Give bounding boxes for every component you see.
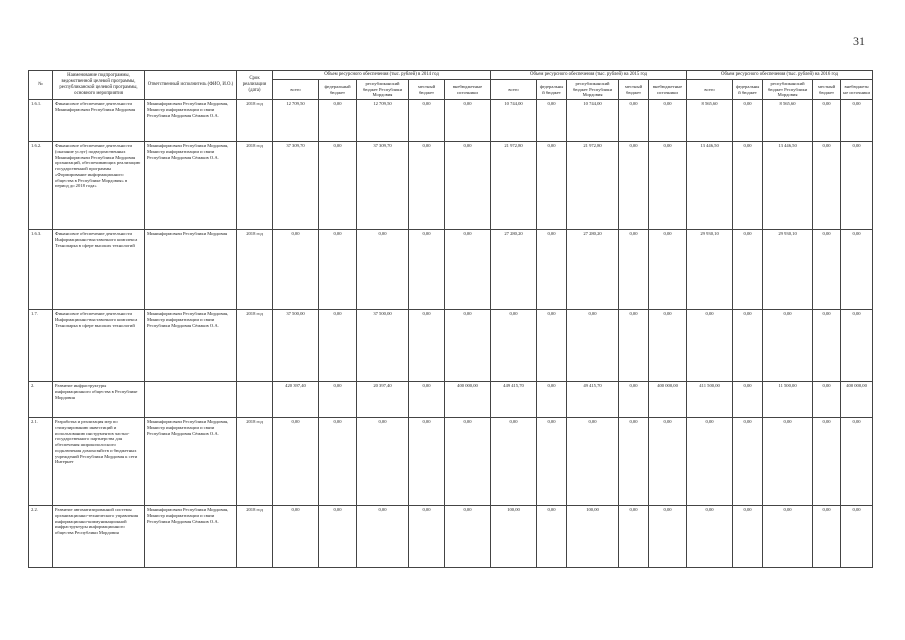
row-deadline: 2018 год <box>237 506 273 568</box>
cell-2014-republic: 20 397,40 <box>357 382 409 418</box>
cell-2016-extra: 0,00 <box>841 310 873 382</box>
cell-2014-republic: 37 309,70 <box>357 142 409 230</box>
row-responsible: Мининформсвязи Республики Мордовия, Министр информатизации и связи Республики Мордовия Сёмаков О.А. <box>145 418 237 506</box>
cell-2016-total: 13 446,50 <box>687 142 733 230</box>
table-row <box>29 506 873 568</box>
cell-2016-local: 0,00 <box>813 382 841 418</box>
cell-2015-local: 0,00 <box>619 100 649 142</box>
cell-2016-extra: 0,00 <box>841 142 873 230</box>
row-deadline: 2018 год <box>237 100 273 142</box>
cell-2014-extra: 0,00 <box>445 100 491 142</box>
cell-2014-total: 37 309,70 <box>273 142 319 230</box>
row-name: Финансовое обеспечение деятельности Мининформсвязи Республики Мордовия <box>53 100 145 142</box>
cell-2014-total: 0,00 <box>273 230 319 310</box>
cell-2014-extra: 400 000,00 <box>445 382 491 418</box>
cell-2014-total: 37 500,00 <box>273 310 319 382</box>
row-responsible: Мининформсвязи Республики Мордовия, Министр информатизации и связи Республики Мордовия Сёмаков О.А. <box>145 310 237 382</box>
row-no: 2. <box>29 382 53 418</box>
cell-2015-extra: 0,00 <box>649 506 687 568</box>
cell-2016-total: 29 930,10 <box>687 230 733 310</box>
row-deadline: 2018 год <box>237 142 273 230</box>
header-group-2014: Объем ресурсного обеспечения (тыс. рублей) в 2014 год <box>273 71 491 80</box>
cell-2016-total: 0,00 <box>687 418 733 506</box>
cell-2014-federal: 0,00 <box>319 230 357 310</box>
cell-2014-republic: 0,00 <box>357 230 409 310</box>
row-no: 2.1. <box>29 418 53 506</box>
cell-2016-republic: 0,00 <box>763 506 813 568</box>
cell-2016-extra: 0,00 <box>841 100 873 142</box>
row-responsible <box>145 382 237 418</box>
cell-2014-federal: 0,00 <box>319 506 357 568</box>
cell-2016-local: 0,00 <box>813 506 841 568</box>
cell-2014-extra: 0,00 <box>445 142 491 230</box>
row-responsible: Мининформсвязи Республики Мордовия <box>145 230 237 310</box>
table-row <box>29 230 873 310</box>
cell-2015-extra: 0,00 <box>649 418 687 506</box>
row-no: 1.7. <box>29 310 53 382</box>
cell-2015-local: 0,00 <box>619 418 649 506</box>
header-2016-total: всего <box>687 79 733 99</box>
row-name: Развитие инфраструктуры информационного общества в Республике Мордовия <box>53 382 145 418</box>
cell-2014-local: 0,00 <box>409 418 445 506</box>
header-no: № <box>29 71 53 100</box>
cell-2016-federal: 0,00 <box>733 100 763 142</box>
row-no: 1.6.3. <box>29 230 53 310</box>
cell-2015-extra: 0,00 <box>649 310 687 382</box>
cell-2016-federal: 0,00 <box>733 382 763 418</box>
cell-2016-total: 0,00 <box>687 506 733 568</box>
row-deadline: 2018 год <box>237 310 273 382</box>
cell-2014-extra: 0,00 <box>445 506 491 568</box>
cell-2016-extra: 0,00 <box>841 506 873 568</box>
cell-2015-republic: 10 744,00 <box>567 100 619 142</box>
cell-2015-total: 0,00 <box>491 310 537 382</box>
cell-2014-republic: 12 709,50 <box>357 100 409 142</box>
cell-2015-total: 27 280,20 <box>491 230 537 310</box>
header-deadline: Срок реализации (дата) <box>237 71 273 100</box>
cell-2014-extra: 0,00 <box>445 418 491 506</box>
cell-2016-total: 0,00 <box>687 310 733 382</box>
header-2014-federal: федеральный бюджет <box>319 79 357 99</box>
cell-2015-local: 0,00 <box>619 230 649 310</box>
cell-2014-republic: 0,00 <box>357 418 409 506</box>
cell-2015-republic: 0,00 <box>567 418 619 506</box>
cell-2014-federal: 0,00 <box>319 382 357 418</box>
header-2016-extra: внебюджетные источники <box>841 79 873 99</box>
row-no: 1.6.1. <box>29 100 53 142</box>
cell-2015-republic: 27 280,20 <box>567 230 619 310</box>
cell-2016-republic: 8 565,60 <box>763 100 813 142</box>
cell-2016-extra: 0,00 <box>841 418 873 506</box>
cell-2016-local: 0,00 <box>813 230 841 310</box>
row-name: Финансовое обеспечение деятельности (оказание услуг) подведомственных Мининформсвязи Республики Мордовия организаций, обеспечивающих реализацию государственной программы «Формирование информационного общества в Республике Мордовия» в период до 2018 года» <box>53 142 145 230</box>
cell-2016-local: 0,00 <box>813 100 841 142</box>
header-2016-federal: федеральный бюджет <box>733 79 763 99</box>
cell-2015-republic: 21 972,80 <box>567 142 619 230</box>
cell-2014-federal: 0,00 <box>319 142 357 230</box>
cell-2016-local: 0,00 <box>813 310 841 382</box>
cell-2014-republic: 37 500,00 <box>357 310 409 382</box>
row-name: Финансовое обеспечение деятельности Информационно-выставочного комплекса Технопарка в сфере высоких технологий <box>53 310 145 382</box>
cell-2015-total: 449 415,70 <box>491 382 537 418</box>
row-no: 1.6.2. <box>29 142 53 230</box>
cell-2014-local: 0,00 <box>409 100 445 142</box>
cell-2016-republic: 11 500,00 <box>763 382 813 418</box>
header-2015-extra: внебюджетные источники <box>649 79 687 99</box>
cell-2015-extra: 400 000,00 <box>649 382 687 418</box>
row-responsible: Мининформсвязи Республики Мордовия, Министр информатизации и связи Республики Мордовия Сёмаков О.А. <box>145 100 237 142</box>
cell-2015-total: 21 972,80 <box>491 142 537 230</box>
cell-2015-federal: 0,00 <box>537 310 567 382</box>
header-2016-republic: республиканский бюджет Республики Мордовия <box>763 79 813 99</box>
cell-2016-local: 0,00 <box>813 142 841 230</box>
cell-2016-republic: 0,00 <box>763 418 813 506</box>
cell-2015-republic: 100,00 <box>567 506 619 568</box>
cell-2015-total: 10 744,00 <box>491 100 537 142</box>
cell-2016-republic: 0,00 <box>763 310 813 382</box>
row-responsible: Мининформсвязи Республики Мордовия, Министр информатизации и связи Республики Мордовия Сёмаков О.А. <box>145 142 237 230</box>
row-no: 2.2. <box>29 506 53 568</box>
header-2014-total: всего <box>273 79 319 99</box>
cell-2015-federal: 0,00 <box>537 142 567 230</box>
cell-2015-total: 0,00 <box>491 418 537 506</box>
header-2016-local: местный бюджет <box>813 79 841 99</box>
header-2015-federal: федеральный бюджет <box>537 79 567 99</box>
cell-2015-federal: 0,00 <box>537 418 567 506</box>
cell-2014-federal: 0,00 <box>319 100 357 142</box>
header-name: Наименование подпрограммы, ведомственной целевой программы, республиканской целевой программы, основного мероприятия <box>53 71 145 100</box>
header-2014-extra: внебюджетные источники <box>445 79 491 99</box>
table-row <box>29 418 873 506</box>
cell-2014-extra: 0,00 <box>445 230 491 310</box>
row-deadline: 2018 год <box>237 418 273 506</box>
cell-2016-federal: 0,00 <box>733 142 763 230</box>
cell-2014-federal: 0,00 <box>319 310 357 382</box>
cell-2014-republic: 0,00 <box>357 506 409 568</box>
header-responsible: Ответственный исполнитель (ФИО, И.О.) <box>145 71 237 100</box>
cell-2014-local: 0,00 <box>409 230 445 310</box>
header-2015-republic: республиканский бюджет Республики Мордовия <box>567 79 619 99</box>
table-row <box>29 382 873 418</box>
header-2014-local: местный бюджет <box>409 79 445 99</box>
cell-2014-federal: 0,00 <box>319 418 357 506</box>
row-name: Финансовое обеспечение деятельности Информационно-выставочного комплекса Технопарка в сфере высоких технологий <box>53 230 145 310</box>
cell-2016-republic: 13 446,50 <box>763 142 813 230</box>
cell-2014-total: 420 397,40 <box>273 382 319 418</box>
cell-2015-extra: 0,00 <box>649 100 687 142</box>
table-row <box>29 310 873 382</box>
header-2014-republic: республиканский бюджет Республики Мордовия <box>357 79 409 99</box>
cell-2015-local: 0,00 <box>619 506 649 568</box>
cell-2016-total: 8 565,60 <box>687 100 733 142</box>
resource-table <box>28 70 873 568</box>
cell-2014-local: 0,00 <box>409 310 445 382</box>
cell-2015-local: 0,00 <box>619 142 649 230</box>
cell-2014-total: 12 709,50 <box>273 100 319 142</box>
cell-2016-local: 0,00 <box>813 418 841 506</box>
cell-2015-extra: 0,00 <box>649 230 687 310</box>
cell-2014-total: 0,00 <box>273 418 319 506</box>
header-group-2016: Объем ресурсного обеспечения (тыс. рублей) на 2016 год <box>687 71 873 80</box>
cell-2015-republic: 49 415,70 <box>567 382 619 418</box>
cell-2014-total: 0,00 <box>273 506 319 568</box>
row-name: Развитие автоматизированной системы организационно-технического управления информационно-коммуникационной инфраструктуры информационного общества Республики Мордовия <box>53 506 145 568</box>
header-2015-total: всего <box>491 79 537 99</box>
cell-2016-republic: 29 930,10 <box>763 230 813 310</box>
header-group-2015: Объем ресурсного обеспечения (тыс. рублей) на 2015 год <box>491 71 687 80</box>
cell-2014-local: 0,00 <box>409 142 445 230</box>
row-responsible: Мининформсвязи Республики Мордовия, Министр информатизации и связи Республики Мордовия Сёмаков О.А. <box>145 506 237 568</box>
cell-2015-local: 0,00 <box>619 382 649 418</box>
cell-2015-extra: 0,00 <box>649 142 687 230</box>
cell-2014-local: 0,00 <box>409 506 445 568</box>
cell-2016-extra: 0,00 <box>841 230 873 310</box>
cell-2016-extra: 400 000,00 <box>841 382 873 418</box>
cell-2015-federal: 0,00 <box>537 100 567 142</box>
row-deadline <box>237 382 273 418</box>
cell-2016-federal: 0,00 <box>733 506 763 568</box>
cell-2015-total: 100,00 <box>491 506 537 568</box>
row-name: Разработка и реализация мер по стимулированию инвестиций и использованию инструментов частно-государственного партнерства для обеспечения широкополосного подключения домохозяйств и бюджетных учреждений Республики Мордовия к сети Интернет <box>53 418 145 506</box>
header-2015-local: местный бюджет <box>619 79 649 99</box>
cell-2016-federal: 0,00 <box>733 310 763 382</box>
page-number: 31 <box>853 34 865 48</box>
row-deadline: 2018 год <box>237 230 273 310</box>
cell-2015-republic: 0,00 <box>567 310 619 382</box>
table-row <box>29 142 873 230</box>
cell-2016-federal: 0,00 <box>733 230 763 310</box>
table-row <box>29 100 873 142</box>
cell-2015-federal: 0,00 <box>537 506 567 568</box>
cell-2014-local: 0,00 <box>409 382 445 418</box>
cell-2016-total: 411 500,00 <box>687 382 733 418</box>
cell-2015-local: 0,00 <box>619 310 649 382</box>
cell-2016-federal: 0,00 <box>733 418 763 506</box>
cell-2015-federal: 0,00 <box>537 382 567 418</box>
cell-2015-federal: 0,00 <box>537 230 567 310</box>
cell-2014-extra: 0,00 <box>445 310 491 382</box>
